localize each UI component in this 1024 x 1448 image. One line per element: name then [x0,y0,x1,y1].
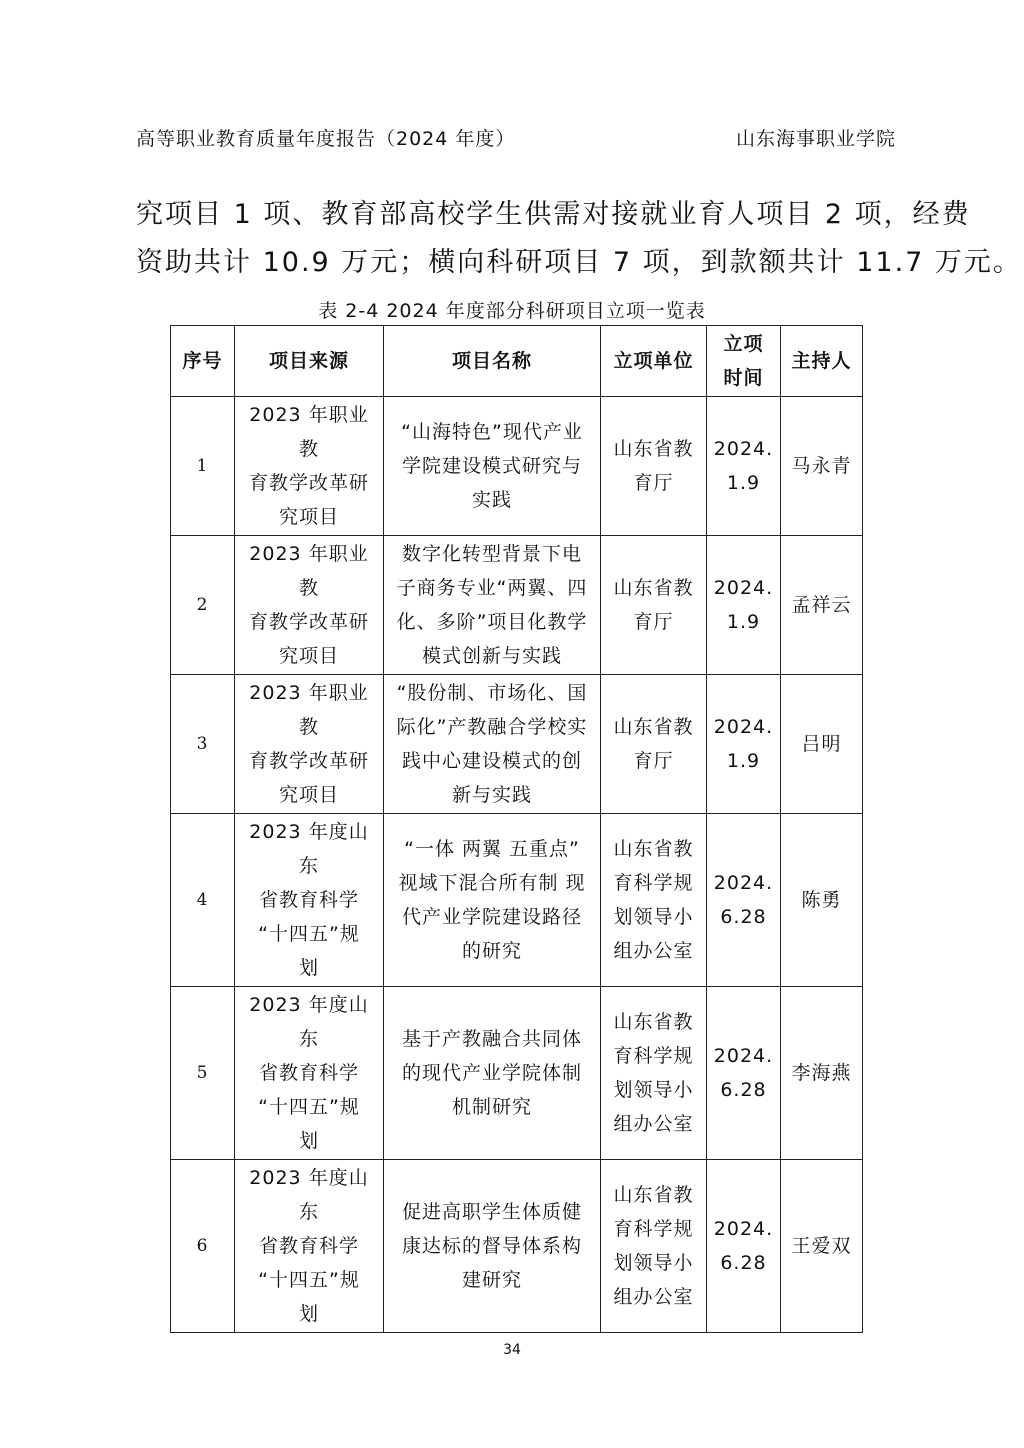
cell-unit-line: 育厅 [633,750,674,772]
cell-name-line: 新与实践 [451,784,532,806]
cell-source-line: 育教学改革研 [248,472,369,494]
table-row [171,1160,863,1333]
table-row [171,536,863,675]
cell-index: 5 [171,987,235,1160]
cell-name-line: 的研究 [461,940,522,962]
cell-index: 6 [171,1160,235,1333]
cell-name-line: 促进高职学生体质健 [401,1201,582,1223]
cell-name-line: 基于产教融合共同体 [401,1028,582,1050]
cell-unit-line: 育厅 [633,611,674,633]
school-name-header: 山东海事职业学院 [735,128,896,150]
cell-date-line: 2024. [713,872,774,894]
cell-index: 1 [171,397,235,536]
research-projects-table [170,325,863,1333]
cell-name-line: 数字化转型背景下电 [401,543,582,565]
report-header-title: 高等职业教育质量年度报告（2024 年度） [136,128,516,150]
cell-unit-line: 山东省教 [613,1184,694,1206]
cell-unit [601,987,707,1160]
cell-source-line: 划 [298,957,319,979]
table-caption: 表 2-4 2024 年度部分科研项目立项一览表 [318,300,706,322]
cell-host: 吕明 [781,675,863,814]
cell-name-line: 模式创新与实践 [421,645,562,667]
cell-source-line: 省教育科学 [258,1235,359,1257]
cell-source [235,675,384,814]
cell-unit-line: 组办公室 [613,940,694,962]
cell-name-line: 子商务专业“两翼、四 [396,577,588,599]
cell-date-line: 6.28 [720,1252,767,1274]
cell-name [384,536,601,675]
cell-source-line: 2023 年职业教 [249,682,369,738]
cell-source-line: “十四五”规 [258,923,360,945]
cell-name-line: 化、多阶”项目化教学 [396,611,588,633]
table-body [171,397,863,1333]
cell-index: 3 [171,675,235,814]
header-source: 项目来源 [235,326,384,397]
cell-name-line: “一体 两翼 五重点” [404,838,580,860]
table-row [171,987,863,1160]
cell-name-line: 视域下混合所有制 现 [398,872,586,894]
cell-unit-line: 山东省教 [613,716,694,738]
cell-index: 2 [171,536,235,675]
cell-date-line: 6.28 [720,906,767,928]
header-unit: 立项单位 [601,326,707,397]
cell-host: 马永青 [781,397,863,536]
cell-name [384,675,601,814]
cell-unit-line: 山东省教 [613,438,694,460]
cell-unit-line: 组办公室 [613,1113,694,1135]
cell-name-line: 际化”产教融合学校实 [396,716,588,738]
cell-date [707,675,781,814]
cell-name-line: 建研究 [461,1269,522,1291]
cell-source [235,814,384,987]
cell-date-line: 1.9 [726,472,761,494]
cell-date-line: 1.9 [726,750,761,772]
cell-source-line: 省教育科学 [258,889,359,911]
cell-name-line: 康达标的督导体系构 [401,1235,582,1257]
cell-source [235,536,384,675]
cell-source-line: 究项目 [278,645,339,667]
cell-index: 4 [171,814,235,987]
cell-source-line: 究项目 [278,506,339,528]
cell-name-line: 机制研究 [451,1096,532,1118]
cell-unit-line: 育科学规 [613,1218,694,1240]
cell-source-line: 育教学改革研 [248,750,369,772]
cell-host: 陈勇 [781,814,863,987]
cell-unit-line: 育科学规 [613,1045,694,1067]
cell-unit [601,1160,707,1333]
cell-date-line: 2024. [713,577,774,599]
cell-unit [601,536,707,675]
cell-date [707,814,781,987]
table-row [171,397,863,536]
cell-date-line: 2024. [713,1045,774,1067]
cell-unit [601,814,707,987]
cell-unit-line: 组办公室 [613,1286,694,1308]
cell-host: 李海燕 [781,987,863,1160]
cell-source-line: 2023 年职业教 [249,543,369,599]
cell-unit-line: 山东省教 [613,577,694,599]
header-host: 主持人 [781,326,863,397]
table-header-row [171,326,863,397]
cell-source-line: 划 [298,1303,319,1325]
cell-name-line: 践中心建设模式的创 [401,750,582,772]
cell-unit-line: 划领导小 [613,906,694,928]
cell-unit-line: 划领导小 [613,1252,694,1274]
cell-source [235,1160,384,1333]
table-row [171,675,863,814]
cell-source-line: “十四五”规 [258,1269,360,1291]
cell-source-line: 划 [298,1130,319,1152]
cell-source [235,987,384,1160]
cell-unit-line: 育科学规 [613,872,694,894]
cell-date [707,1160,781,1333]
cell-source-line: 2023 年职业教 [249,404,369,460]
cell-name [384,987,601,1160]
cell-unit-line: 育厅 [633,472,674,494]
cell-unit [601,397,707,536]
body-paragraph-line-1: 究项目 1 项、教育部高校学生供需对接就业育人项目 2 项，经费 [136,199,971,230]
cell-name [384,397,601,536]
cell-source-line: “十四五”规 [258,1096,360,1118]
cell-host: 孟祥云 [781,536,863,675]
cell-name-line: 实践 [471,489,512,511]
cell-name-line: “山海特色”现代产业 [401,421,583,443]
cell-name-line: 学院建设模式研究与 [401,455,582,477]
cell-unit-line: 山东省教 [613,1011,694,1033]
cell-date-line: 6.28 [720,1079,767,1101]
header-index: 序号 [171,326,235,397]
cell-source-line: 2023 年度山东 [249,994,369,1050]
cell-source-line: 2023 年度山东 [249,821,369,877]
cell-date-line: 1.9 [726,611,761,633]
cell-source-line: 育教学改革研 [248,611,369,633]
cell-source-line: 省教育科学 [258,1062,359,1084]
cell-source [235,397,384,536]
cell-name-line: “股份制、市场化、国 [396,682,588,704]
header-date: 立项时间 [707,326,781,397]
cell-date [707,536,781,675]
body-paragraph-line-2: 资助共计 10.9 万元；横向科研项目 7 项，到款额共计 11.7 万元。 [136,247,1022,278]
cell-date-line: 2024. [713,1218,774,1240]
cell-name-line: 代产业学院建设路径 [401,906,582,928]
cell-source-line: 究项目 [278,784,339,806]
header-name: 项目名称 [384,326,601,397]
cell-date-line: 2024. [713,716,774,738]
cell-unit [601,675,707,814]
cell-unit-line: 划领导小 [613,1079,694,1101]
cell-name-line: 的现代产业学院体制 [401,1062,582,1084]
cell-unit-line: 山东省教 [613,838,694,860]
cell-name [384,1160,601,1333]
cell-date [707,987,781,1160]
cell-source-line: 2023 年度山东 [249,1167,369,1223]
cell-name [384,814,601,987]
cell-date [707,397,781,536]
cell-date-line: 2024. [713,438,774,460]
cell-host: 王爱双 [781,1160,863,1333]
page-number: 34 [503,1342,521,1358]
table-row [171,814,863,987]
